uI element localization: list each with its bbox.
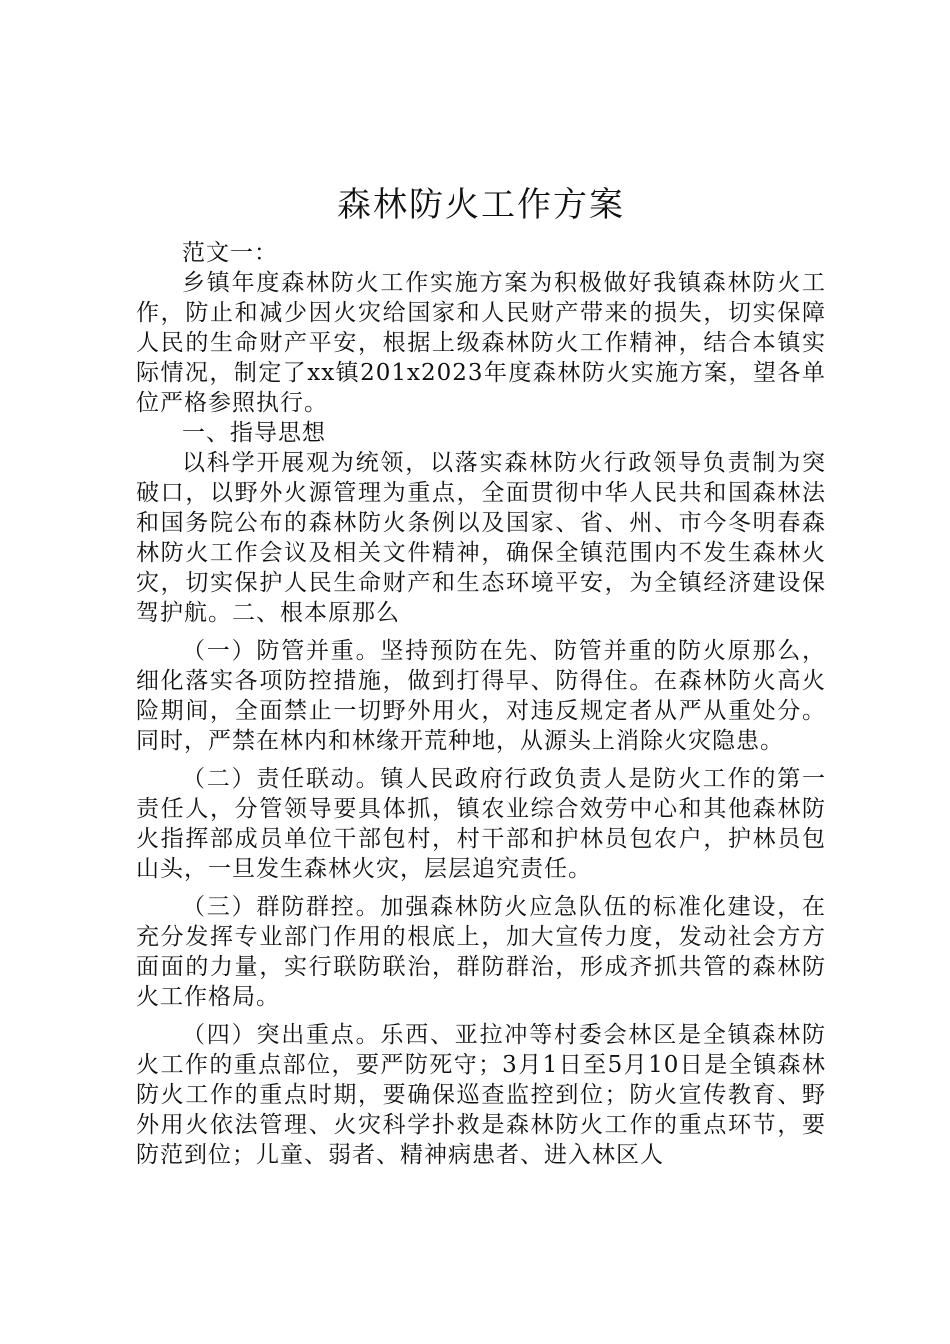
principle-3-paragraph: （三）群防群控。加强森林防火应急队伍的标准化建设，在充分发挥专业部门作用的根底上，加大宣传力度，发动社会方方面面的力量，实行联防联治，群防群治，形成齐抓共管的森林防火工作格局。 bbox=[136, 894, 826, 1010]
principle-1-paragraph: （一）防管并重。坚持预防在先、防管并重的防火原那么，细化落实各项防控措施，做到打得早、防得住。在森林防火高火险期间，全面禁止一切野外用火，对违反规定者从严从重处分。同时，严禁在林内和林缘开荒种地，从源头上消除火灾隐患。 bbox=[136, 638, 826, 754]
principle-4-paragraph: （四）突出重点。乐西、亚拉冲等村委会林区是全镇森林防火工作的重点部位，要严防死守；3月1日至5月10日是全镇森林防火工作的重点时期，要确保巡查监控到位；防火宣传教育、野外用火依法管理、火灾科学扑救是森林防火工作的重点环节，要防范到位；儿童、弱者、精神病患者、进入林区人 bbox=[136, 1022, 826, 1168]
principle-2-paragraph: （二）责任联动。镇人民政府行政负责人是防火工作的第一责任人，分管领导要具体抓，镇农业综合效劳中心和其他森林防火指挥部成员单位干部包村，村干部和护林员包农户，护林员包山头，一旦发生森林火灾，层层追究责任。 bbox=[136, 766, 826, 882]
section-heading-guiding-ideology: 一、指导思想 bbox=[182, 420, 326, 446]
intro-paragraph: 乡镇年度森林防火工作实施方案为积极做好我镇森林防火工作，防止和减少因火灾给国家和人民财产带来的损失，切实保障人民的生命财产平安，根据上级森林防火工作精神，结合本镇实际情况，制定了xx镇201x2023年度森林防火实施方案，望各单位严格参照执行。 bbox=[136, 270, 826, 416]
sample-label: 范文一： bbox=[182, 240, 278, 266]
document-title: 森林防火工作方案 bbox=[337, 185, 625, 225]
guiding-ideology-paragraph: 以科学开展观为统领，以落实森林防火行政领导负责制为突破口，以野外火源管理为重点，全面贯彻中华人民共和国森林法和国务院公布的森林防火条例以及国家、省、州、市今冬明春森林防火工作会议及相关文件精神，确保全镇范围内不发生森林火灾，切实保护人民生命财产和生态环境平安，为全镇经济建设保驾护航。二、根本原那么 bbox=[136, 450, 826, 626]
document-page bbox=[136, 180, 826, 1170]
